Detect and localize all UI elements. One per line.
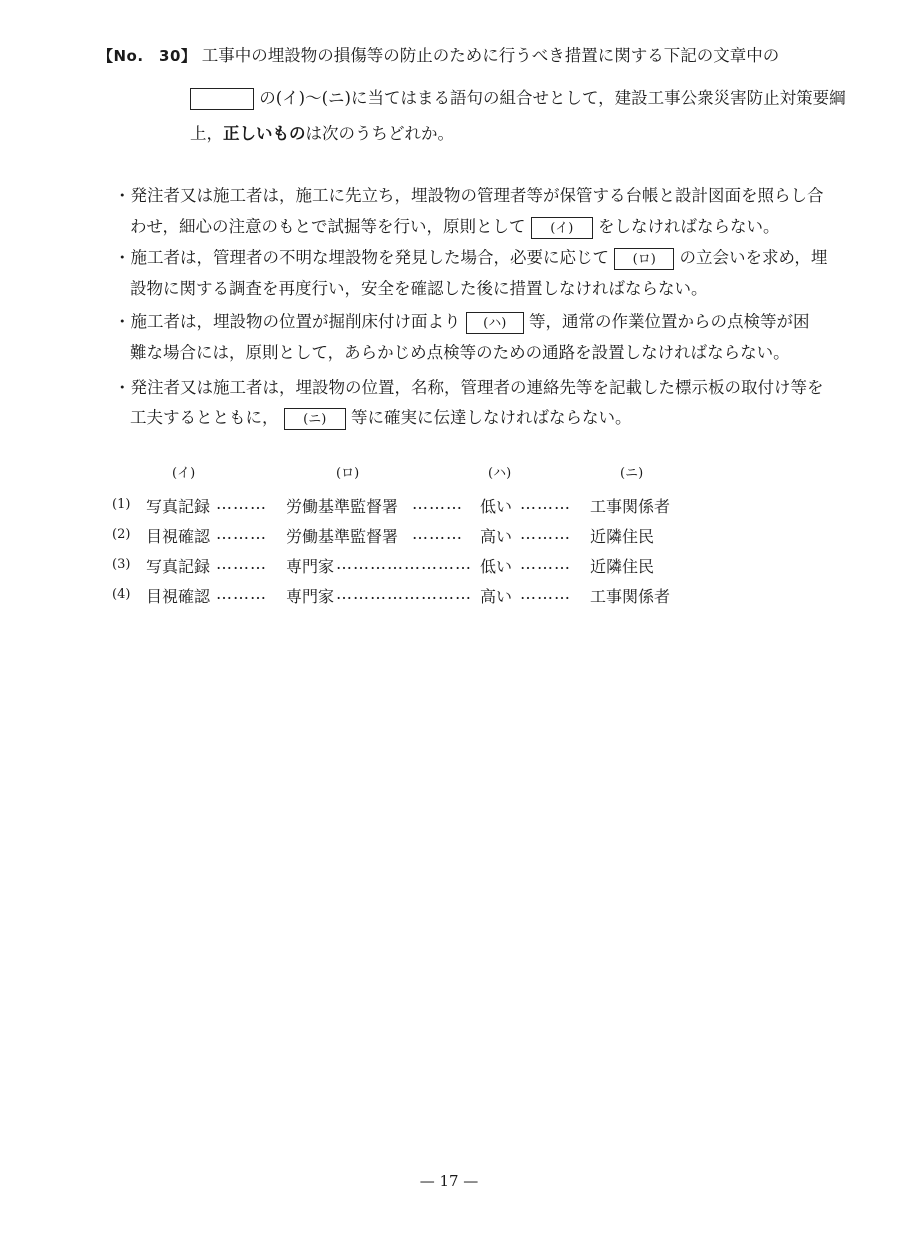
question-text-1: 工事中の埋設物の損傷等の防止のために行うべき措置に関する下記の文章中の — [201, 46, 780, 65]
statement-1-text-end: をしなければならない。 — [598, 217, 780, 236]
leader-dots: ……… — [216, 494, 267, 513]
statement-2-text: ・施工者は，管理者の不明な埋設物を発見した場合，必要に応じて — [114, 248, 609, 267]
question-text-3b: は次のうちどれか。 — [305, 124, 454, 143]
leader-dots: ……… — [216, 554, 267, 573]
statement-1-line-2 — [130, 213, 780, 239]
header-ha: (ハ) — [488, 466, 512, 481]
blank-ro: (ロ) — [614, 248, 674, 270]
question-line-2 — [98, 88, 846, 114]
statement-2-text-end: の立会いを求め，埋 — [679, 248, 828, 267]
statement-4-line-2 — [130, 404, 632, 430]
leader-dots: ……… — [520, 584, 571, 603]
question-blank-box — [190, 88, 254, 110]
question-text-3a: 上， — [190, 124, 223, 143]
header-ni: (ニ) — [620, 466, 644, 481]
choice-ni: 工事関係者 — [590, 497, 671, 516]
choice-ha: 高い — [480, 527, 513, 546]
choice-ha: 高い — [480, 587, 513, 606]
choice-ha: 低い — [480, 557, 513, 576]
header-i: (イ) — [172, 466, 196, 481]
leader-dots: ……… — [216, 584, 267, 603]
choice-ni: 工事関係者 — [590, 587, 671, 606]
choice-ro: 労働基準監督署 — [286, 497, 399, 516]
choice-ro: 労働基準監督署 — [286, 527, 399, 546]
choice-ni: 近隣住民 — [590, 557, 655, 576]
choice-i: 写真記録 — [146, 497, 211, 516]
blank-i: (イ) — [531, 217, 593, 239]
question-text-2: の(イ)〜(ニ)に当てはまる語句の組合せとして，建設工事公衆災害防止対策要綱 — [259, 88, 846, 108]
statement-4-text-end: 等に確実に伝達しなければならない。 — [351, 408, 632, 427]
statement-3-text-end: 等，通常の作業位置からの点検等が困 — [529, 312, 810, 331]
statement-2-line-1 — [114, 244, 827, 270]
choice-i: 目視確認 — [146, 527, 211, 546]
choice-ni: 近隣住民 — [590, 527, 655, 546]
choice-ro: 専門家 — [286, 587, 335, 606]
leader-dots: ……… — [520, 524, 571, 543]
page-number: — 17 — — [419, 1172, 479, 1190]
statement-3-line-1 — [114, 308, 810, 334]
leader-dots: ……… — [412, 524, 463, 543]
question-line-1 — [98, 48, 810, 74]
statement-1-line-1: ・発注者又は施工者は，施工に先立ち，埋設物の管理者等が保管する台帳と設計図面を照らし合 — [114, 186, 824, 205]
choice-i: 目視確認 — [146, 587, 211, 606]
question-block — [98, 46, 846, 143]
emphasis-correct: 正しいもの — [223, 124, 306, 143]
leader-dots: ……… — [520, 554, 571, 573]
statement-4-line-1: ・発注者又は施工者は，埋設物の位置，名称，管理者の連絡先等を記載した標示板の取付け等を — [114, 378, 824, 397]
statement-2-line-2: 設物に関する調査を再度行い，安全を確認した後に措置しなければならない。 — [130, 279, 708, 298]
blank-ni: (ニ) — [284, 408, 346, 430]
leader-dots: …………………… — [336, 554, 472, 573]
header-ro: (ロ) — [336, 466, 360, 481]
statement-3-text: ・施工者は，埋設物の位置が掘削床付け面より — [114, 312, 461, 331]
choice-number: (2) — [112, 527, 131, 542]
choice-ha: 低い — [480, 497, 513, 516]
choice-number: (4) — [112, 587, 131, 602]
choice-number: (1) — [112, 497, 131, 512]
question-number: 【No. 30】 — [98, 47, 197, 65]
leader-dots: ……… — [520, 494, 571, 513]
statement-4-text: 工夫するとともに， — [130, 408, 279, 427]
leader-dots: ……… — [412, 494, 463, 513]
choice-number: (3) — [112, 557, 131, 572]
question-line-3 — [98, 126, 810, 143]
choice-i: 写真記録 — [146, 557, 211, 576]
statement-3-line-2: 難な場合には，原則として，あらかじめ点検等のための通路を設置しなければならない。 — [130, 343, 790, 362]
leader-dots: …………………… — [336, 584, 472, 603]
leader-dots: ……… — [216, 524, 267, 543]
statement-1-text: わせ，細心の注意のもとで試掘等を行い，原則として — [130, 217, 526, 236]
blank-ha: (ハ) — [466, 312, 524, 334]
choice-ro: 専門家 — [286, 557, 335, 576]
